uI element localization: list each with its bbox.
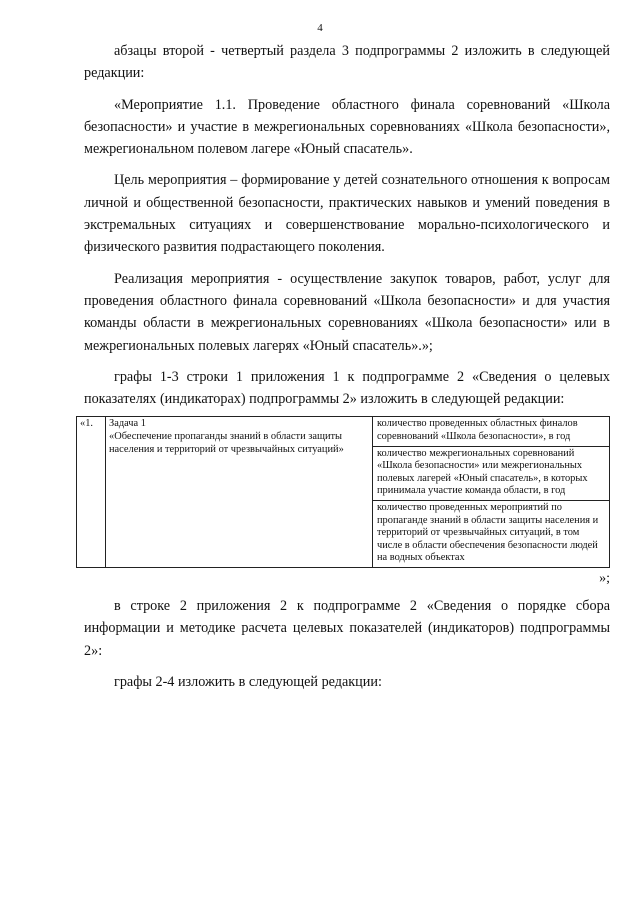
indicator-cell: количество проведенных мероприятий по пропаганде знаний в области защиты населения и территорий от чрезвычайных ситуаций, в том числе в области обеспечения безопасности людей на водных объектах [373,501,610,568]
indicator-cell: количество проведенных областных финалов соревнований «Школа безопасности», в год [373,417,610,446]
task-text: «Обеспечение пропаганды знаний в области защиты населения и территорий от чрезвычайных ситуаций» [109,431,344,455]
paragraph: Цель мероприятия – формирование у детей сознательного отношения к вопросам личной и общественной безопасности, практических навыков и умений поведения в экстремальных ситуациях и совершенствование морально-психологического и физического развития подрастающего поколения. [84,172,610,256]
paragraph: в строке 2 приложения 2 к подпрограмме 2 «Сведения о порядке сбора информации и методике расчета целевых показателей (индикаторов) подпрограммы 2»: [84,597,610,659]
task-cell [106,417,373,568]
paragraph: графы 2-4 изложить в следующей редакции: [114,673,382,690]
document-body [80,40,610,693]
paragraph: графы 1-3 строки 1 приложения 1 к подпрограмме 2 «Сведения о целевых показателях (индикаторах) подпрограммы 2» изложить в следующей редакции: [84,368,610,408]
indicator-cell: количество межрегиональных соревнований «Школа безопасности» или межрегиональных полевых лагерей «Юный спасатель», в которых принимала участие команда области, в год [373,446,610,500]
row-number-cell: «1. [77,417,106,568]
paragraph: Реализация мероприятия - осуществление закупок товаров, работ, услуг для проведения областного финала соревнований «Школа безопасности» и для участия команды области в межрегиональных соревнованиях «Школа безопасности» или в межрегиональных полевых лагерях «Юный спасатель».»; [84,270,610,354]
task-title: Задача 1 [109,418,146,430]
paragraph: абзацы второй - четвертый раздела 3 подпрограммы 2 изложить в следующей редакции: [84,43,610,82]
paragraph: «Мероприятие 1.1. Проведение областного финала соревнований «Школа безопасности» и участие в межрегиональных соревнованиях «Школа безопасности», межрегиональном полевом лагере «Юный спасатель». [84,96,610,158]
table-closing-mark: »; [599,570,610,586]
page-number: 4 [317,22,323,34]
table-row [77,417,610,446]
indicators-table [76,416,610,587]
